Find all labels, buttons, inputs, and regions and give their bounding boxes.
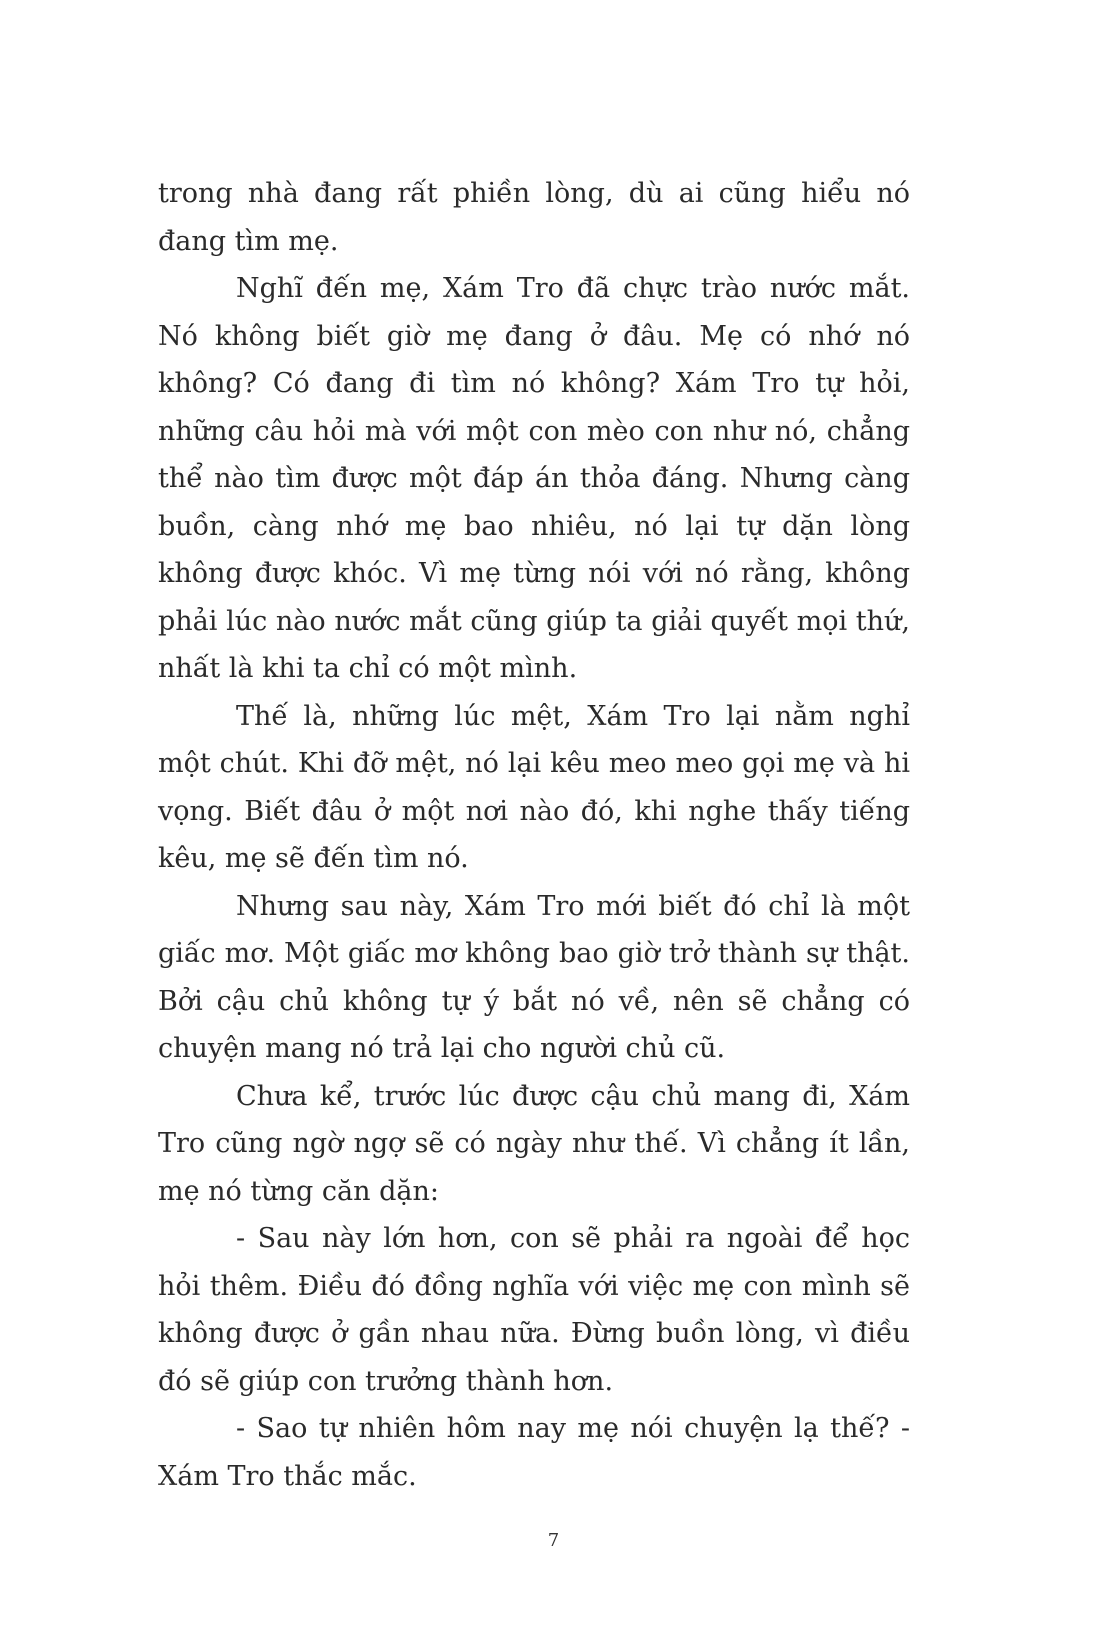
paragraph-2: Nghĩ đến mẹ, Xám Tro đã chực trào nước mắt. Nó không biết giờ mẹ đang ở đâu. Mẹ có nhớ nó không? Có đang đi tìm nó không? Xám Tro tự hỏi, những câu hỏi mà với một con mèo con như nó, chẳng thể nào tìm được một đáp án thỏa đáng. Nhưng càng buồn, càng nhớ mẹ bao nhiêu, nó lại tự dặn lòng không được khóc. Vì mẹ từng nói với nó rằng, không phải lúc nào nước mắt cũng giúp ta giải quyết mọi thứ, nhất là khi ta chỉ có một mình.	[158, 273, 910, 684]
paragraph-5: Chưa kể, trước lúc được cậu chủ mang đi, Xám Tro cũng ngờ ngợ sẽ có ngày như thế. Vì chẳng ít lần, mẹ nó từng căn dặn:	[158, 1080, 910, 1207]
paragraph-6-dialogue: - Sau này lớn hơn, con sẽ phải ra ngoài để học hỏi thêm. Điều đó đồng nghĩa với việc mẹ con mình sẽ không được ở gần nhau nữa. Đừng buồn lòng, vì điều đó sẽ giúp con trưởng thành hơn.	[158, 1223, 910, 1397]
page-number: 7	[547, 1530, 560, 1551]
paragraph-1: trong nhà đang rất phiền lòng, dù ai cũng hiểu nó đang tìm mẹ.	[158, 178, 910, 257]
paragraph-3: Thế là, những lúc mệt, Xám Tro lại nằm nghỉ một chút. Khi đỡ mệt, nó lại kêu meo meo gọi mẹ và hi vọng. Biết đâu ở một nơi nào đó, khi nghe thấy tiếng kêu, mẹ sẽ đến tìm nó.	[158, 700, 910, 874]
body-text	[158, 170, 910, 1500]
paragraph-7-dialogue: - Sao tự nhiên hôm nay mẹ nói chuyện lạ thế? - Xám Tro thắc mắc.	[158, 1413, 910, 1492]
paragraph-4: Nhưng sau này, Xám Tro mới biết đó chỉ là một giấc mơ. Một giấc mơ không bao giờ trở thành sự thật. Bởi cậu chủ không tự ý bắt nó về, nên sẽ chẳng có chuyện mang nó trả lại cho người chủ cũ.	[158, 890, 910, 1064]
